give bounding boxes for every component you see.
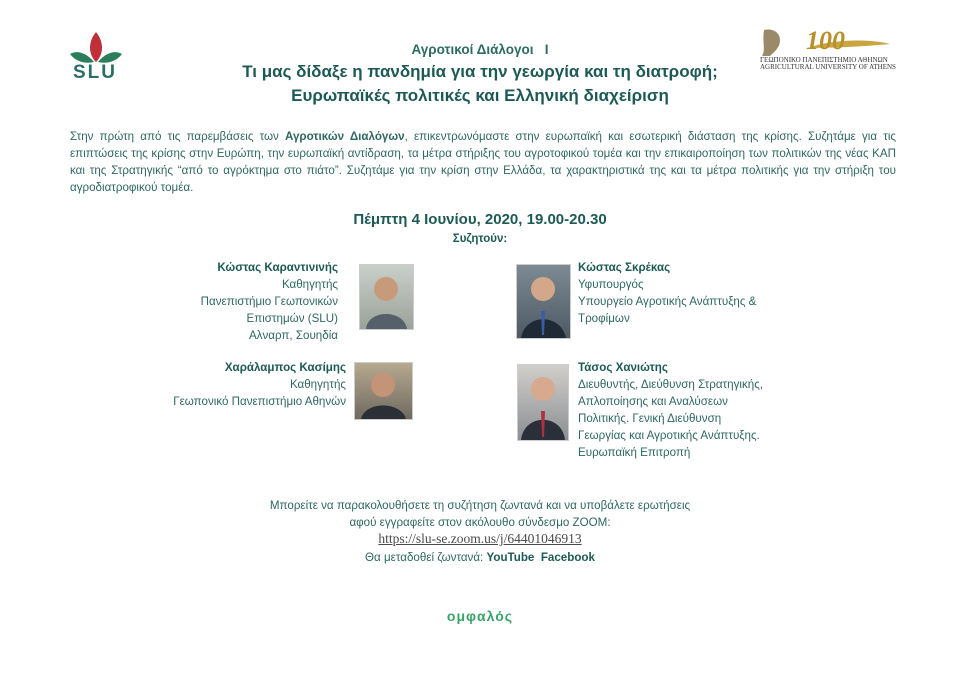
main-title-line1: Τι μας δίδαξε η πανδημία για την γεωργία και τη διατροφή; <box>242 62 718 81</box>
speaker-line: Αλναρπ, Σουηδία <box>248 329 338 342</box>
speaker-1 <box>150 259 338 344</box>
slu-logo-text: SLU <box>73 62 117 83</box>
live-stream-line <box>0 551 960 564</box>
aua-name-greek: ΓΕΩΠΟΝΙΚΟ ΠΑΝΕΠΙΣΤΗΜΙΟ ΑΘΗΝΩΝ <box>760 56 888 64</box>
footer-line-1: Μπορείτε να παρακολουθήσετε τη συζήτηση ζωντανά και να υποβάλετε ερωτήσεις <box>269 499 691 512</box>
speaker-2-photo <box>516 264 571 339</box>
speaker-line: Γεωργίας και Αγροτικής Ανάπτυξης. <box>578 429 760 442</box>
intro-bold: Αγροτικών Διαλόγων <box>285 130 405 143</box>
speaker-line: Καθηγητής <box>281 278 338 291</box>
youtube-link[interactable]: YouTube <box>486 551 535 564</box>
speaker-line: Πανεπιστήμιο Γεωπονικών <box>200 295 338 308</box>
zoom-link[interactable]: https://slu-se.zoom.us/j/64401046913 <box>378 531 582 546</box>
facebook-link[interactable]: Facebook <box>540 551 595 564</box>
speaker-name: Τάσος Χανιώτης <box>578 361 668 374</box>
intro-pre: Στην πρώτη από τις παρεμβάσεις των <box>70 130 286 143</box>
speaker-line: Υπουργείο Αγροτικής Ανάπτυξης & <box>578 295 757 308</box>
speaker-3 <box>120 359 346 410</box>
footer-line-2: αφού εγγραφείτε στον ακόλουθο σύνδεσμο ZOOM: <box>349 516 611 529</box>
main-title-line2: Ευρωπαϊκές πολιτικές και Ελληνική διαχείριση <box>291 86 669 105</box>
speaker-line: Ευρωπαϊκή Επιτροπή <box>578 446 691 459</box>
discuss-label: Συζητούν: <box>452 233 508 245</box>
speaker-3-photo <box>354 362 413 420</box>
speaker-line: Τροφίμων <box>578 312 630 325</box>
aua-100-years: 100 <box>806 26 845 55</box>
speaker-name: Χαράλαμπος Κασίμης <box>224 361 346 374</box>
speaker-line: Απλοποίησης και Αναλύσεων <box>578 395 728 408</box>
series-title: Αγροτικοί Διάλογοι Ι <box>411 42 549 57</box>
speaker-line: Γεωπονικό Πανεπιστήμιο Αθηνών <box>173 395 346 408</box>
omfalos-logo: ομφαλός <box>446 608 514 624</box>
speaker-line: Πολιτικής. Γενική Διεύθυνση <box>578 412 722 425</box>
speaker-2 <box>578 259 808 327</box>
speaker-line: Διευθυντής, Διεύθυνση Στρατηγικής, <box>578 378 764 391</box>
intro-post: , επικεντρωνόμαστε στην ευρωπαϊκή και εσωτερική διάσταση της κρίσης. Συζητάμε για τις επιπτώσεις της κρίσης στην Ευρώπη, την ευρωπαϊκή αντίδραση, τα μέτρα στήριξης του αγροτοφικού τομέα και την επικαιροποίηση των πολιτικών της νέας ΚΑΠ και της Στρατηγικής “από το αγρόκτημα στο πιάτο”. Συζητάμε για την κρίση στην Ελλάδα, τα χαρακτηριστικά της και τα μέτρα πολιτικής για την στήριξη του αγροδιατροφικού τομέα. <box>70 130 896 194</box>
speaker-4-photo <box>517 364 569 441</box>
speaker-4 <box>578 359 818 461</box>
live-prefix: Θα μεταδοθεί ζωντανά: <box>365 551 487 564</box>
speaker-1-photo <box>359 264 414 330</box>
speaker-name: Κώστας Σκρέκας <box>578 261 671 274</box>
speaker-line: Υφυπουργός <box>578 278 644 291</box>
speaker-name: Κώστας Καραντινινής <box>217 261 338 274</box>
speaker-line: Καθηγητής <box>289 378 346 391</box>
intro-paragraph <box>70 128 896 196</box>
speaker-line: Επιστημών (SLU) <box>246 312 338 325</box>
aua-name-english: AGRICULTURAL UNIVERSITY OF ATHENS <box>760 63 896 71</box>
event-date: Πέμπτη 4 Ιουνίου, 2020, 19.00-20.30 <box>353 211 607 228</box>
